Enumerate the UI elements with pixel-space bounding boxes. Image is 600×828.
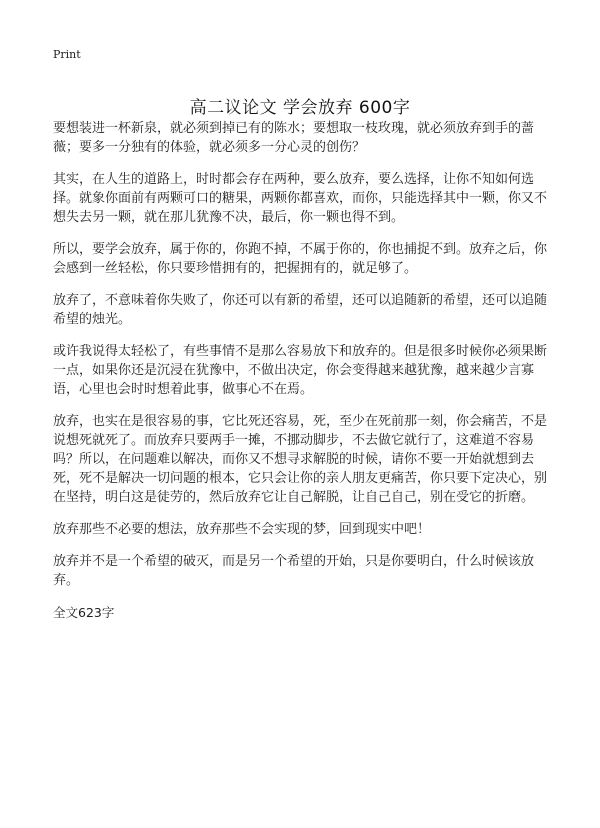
paragraph: 或许我说得太轻松了，有些事情不是那么容易放下和放弃的。但是很多时候你必须果断一点，如果你还是沉浸在犹豫中，不做出决定，你会变得越来越犹豫，越来越少言寡语，心里也会时时想着此事，做事心不在焉。 (53, 344, 548, 397)
print-link[interactable]: Print (53, 48, 81, 61)
article-title: 高二议论文 学会放弃 600字 (189, 98, 411, 119)
article-body (53, 119, 550, 622)
paragraph: 要想装进一杯新泉，就必须到掉已有的陈水；要想取一枝玫瑰，就必须放弃到手的蔷薇；要多一分独有的体验，就必须多一分心灵的创伤？ (53, 121, 535, 155)
paragraph: 其实，在人生的道路上，时时都会存在两种，要么放弃，要么选择，让你不知如何选择。就象你面前有两颗可口的糖果，两颗你都喜欢，而你，只能选择其中一颗，你又不想失去另一颗，就在那儿犹豫不决，最后，你一颗也得不到。 (53, 172, 548, 225)
paragraph: 放弃，也实在是很容易的事，它比死还容易，死，至少在死前那一刻，你会痛苦，不是说想死就死了。而放弃只要两手一摊，不挪动脚步，不去做它就行了，这难道不容易吗？所以，在问题难以解决，而你又不想寻求解脱的时候，请你不要一开始就想到去死，死不是解决一切问题的根本，它只会让你的亲人朋友更痛苦，你只要下定决心，别在坚持，明白这是徒劳的，然后放弃它让自己解脱，让自己自己，别在受它的折磨。 (53, 414, 548, 505)
paragraph: 所以，要学会放弃，属于你的，你跑不掉，不属于你的，你也捕捉不到。放弃之后，你会感到一丝轻松，你只要珍惜拥有的，把握拥有的，就足够了。 (53, 242, 548, 276)
paragraph: 放弃并不是一个希望的破灭，而是另一个希望的开始，只是你要明白，什么时候该放弃。 (53, 554, 535, 588)
word-count: 全文623字 (53, 605, 115, 620)
paragraph: 放弃那些不必要的想法，放弃那些不会实现的梦，回到现实中吧！ (53, 522, 431, 537)
paragraph: 放弃了，不意味着你失败了，你还可以有新的希望，还可以追随新的希望，还可以追随希望的烛光。 (53, 293, 548, 327)
